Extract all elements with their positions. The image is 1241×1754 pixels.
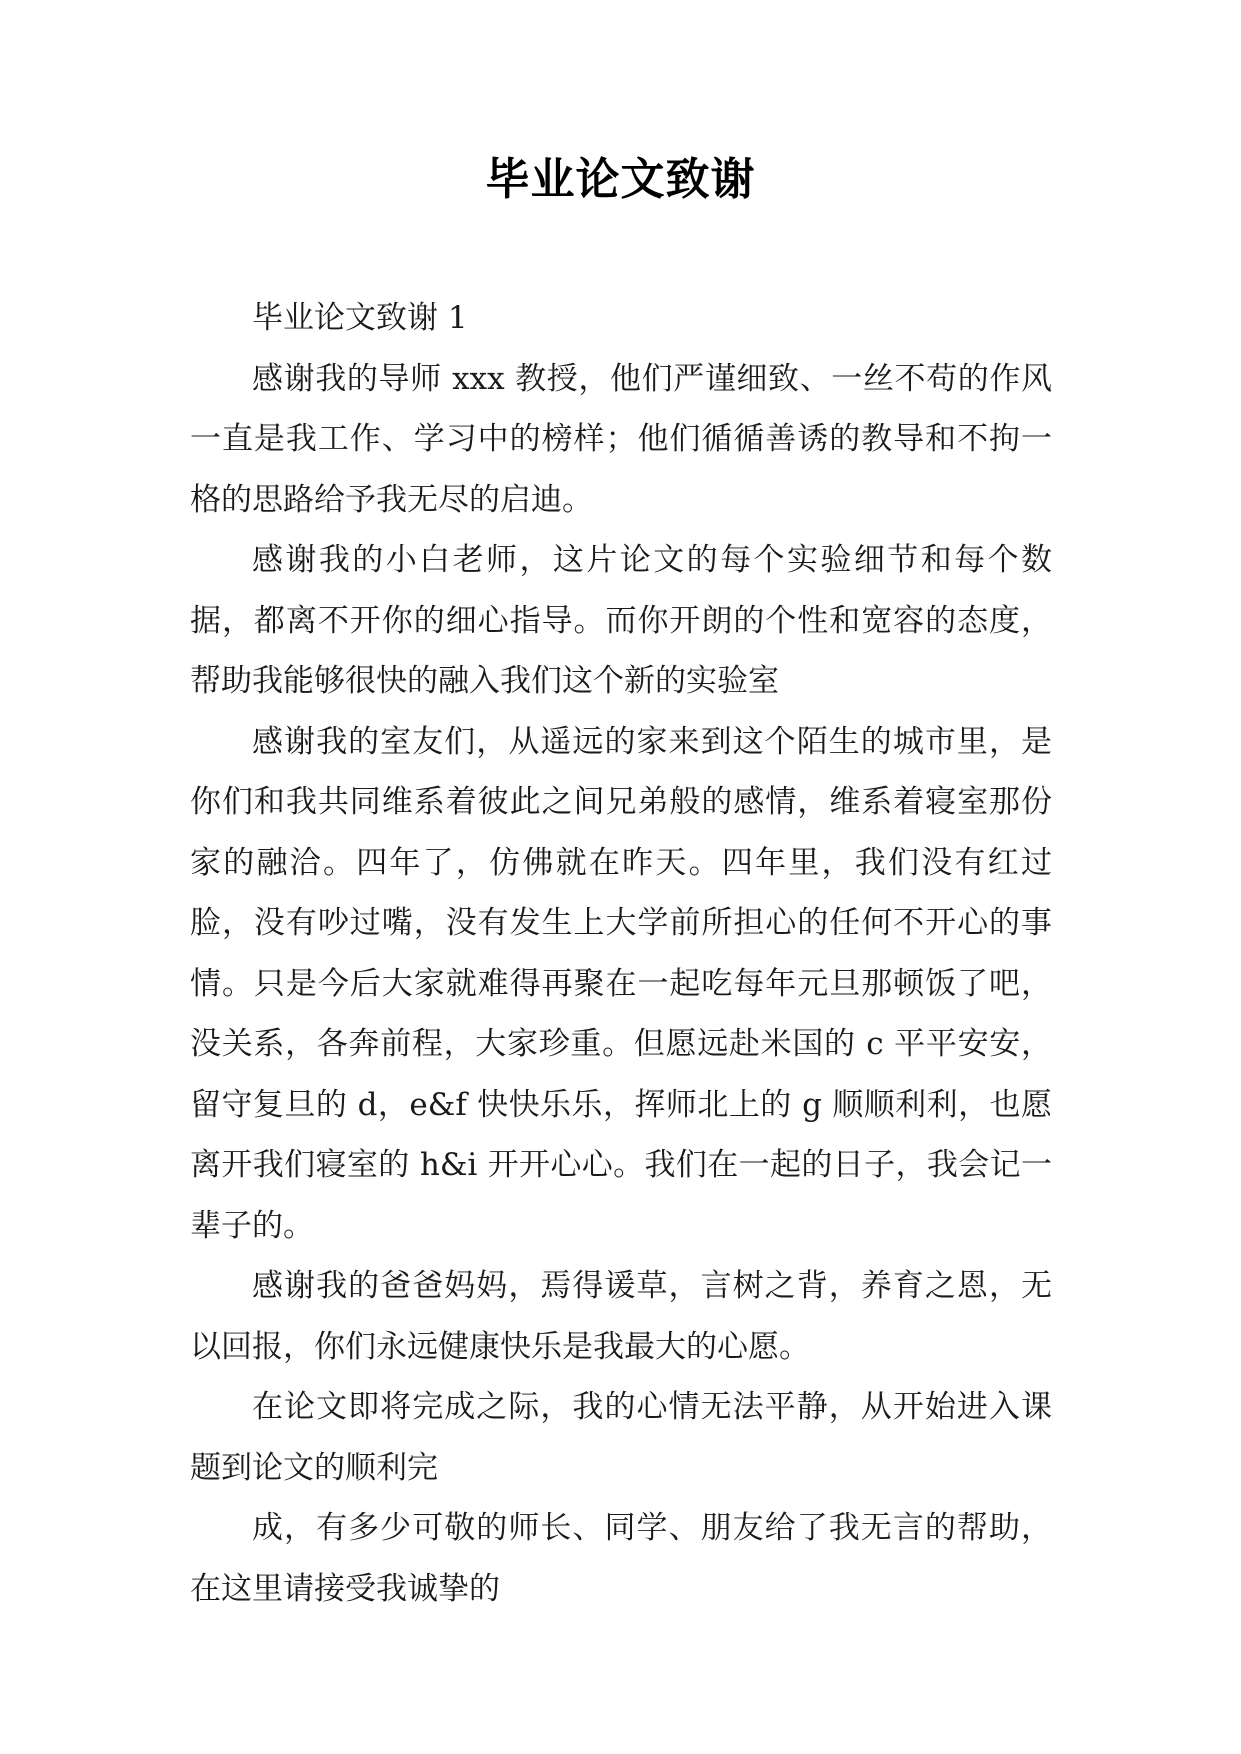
paragraph-gratitude: 成，有多少可敬的师长、同学、朋友给了我无言的帮助，在这里请接受我诚挚的: [190, 1510, 1052, 1607]
document-title: 毕业论文致谢: [485, 154, 756, 205]
paragraph-parents-thanks: 感谢我的爸爸妈妈，焉得谖草，言树之背，养育之恩，无以回报，你们永远健康快乐是我最大的心愿。: [190, 1268, 1052, 1365]
paragraph-heading: 毕业论文致谢 1: [252, 300, 468, 336]
paragraph-roommates-thanks: 感谢我的室友们，从遥远的家来到这个陌生的城市里，是你们和我共同维系着彼此之间兄弟般的感情，维系着寝室那份家的融洽。四年了，仿佛就在昨天。四年里，我们没有红过脸，没有吵过嘴，没有发生上大学前所担心的任何不开心的事情。只是今后大家就难得再聚在一起吃每年元旦那顿饭了吧，没关系，各奔前程，大家珍重。但愿远赴米国的 c 平平安安，留守复旦的 d，e&f 快快乐乐，挥师北上的 g 顺顺利利，也愿离开我们寝室的 h&i 开开心心。我们在一起的日子，我会记一辈子的。: [190, 723, 1052, 1244]
paragraph-completion: 在论文即将完成之际，我的心情无法平静，从开始进入课题到论文的顺利完: [190, 1389, 1052, 1486]
paragraph-teacher-thanks: 感谢我的小白老师，这片论文的每个实验细节和每个数据，都离不开你的细心指导。而你开朗的个性和宽容的态度，帮助我能够很快的融入我们这个新的实验室: [190, 542, 1052, 699]
paragraph-advisor-thanks: 感谢我的导师 xxx 教授，他们严谨细致、一丝不苟的作风一直是我工作、学习中的榜样；他们循循善诱的教导和不拘一格的思路给予我无尽的启迪。: [190, 360, 1052, 518]
document-body: [190, 288, 1052, 1619]
